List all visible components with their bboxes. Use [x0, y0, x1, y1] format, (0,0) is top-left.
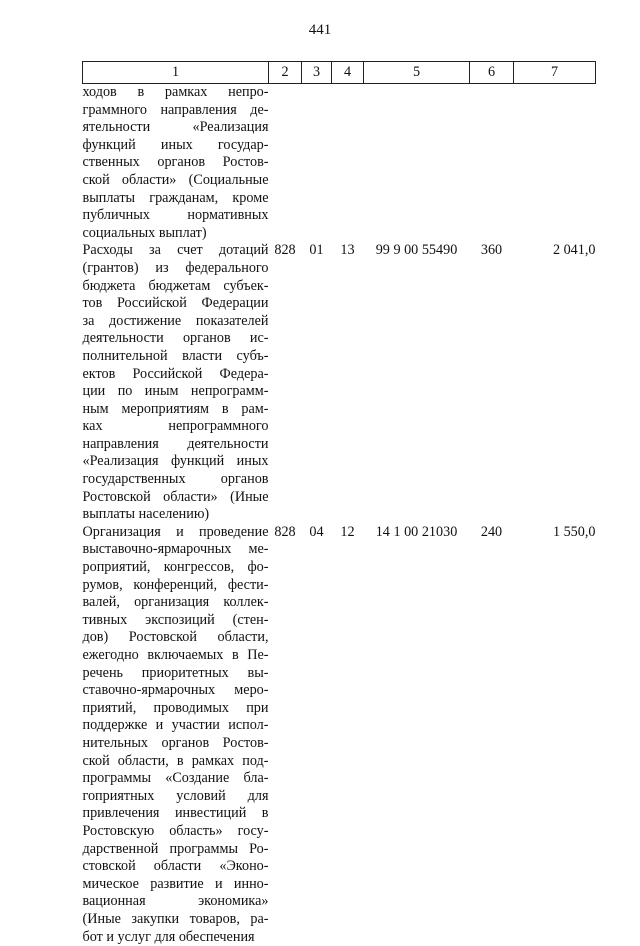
description-line: бюджета бюджетам субъек-: [83, 278, 269, 296]
description-line: ской области, в рамках под-: [83, 753, 269, 771]
description-line: Организация и проведение: [83, 524, 269, 542]
description-line: за достижение показателей: [83, 313, 269, 331]
description-line: ставочно-ярмарочных меро-: [83, 682, 269, 700]
description-line: функций иных государ-: [83, 137, 269, 155]
row-section-code: 01: [302, 242, 332, 524]
row-amount: [514, 84, 596, 243]
description-line: программы «Создание бла-: [83, 770, 269, 788]
description-line: румов, конференций, фести-: [83, 577, 269, 595]
row-expense-type: 240: [470, 524, 514, 946]
description-line: роприятий, конгрессов, фо-: [83, 559, 269, 577]
description-line: ным мероприятиям в рам-: [83, 401, 269, 419]
table-row: [83, 524, 596, 946]
row-target-article: 99 9 00 55490: [364, 242, 470, 524]
row-subsection-code: [332, 84, 364, 243]
description-line: тивных экспозиций (стен-: [83, 612, 269, 630]
description-line: ежегодно включаемых в Пе-: [83, 647, 269, 665]
description-line: вационная экономика»: [83, 893, 269, 911]
header-row: [83, 62, 596, 84]
col-header-4: 4: [332, 62, 364, 84]
row-expense-type: [470, 84, 514, 243]
row-ministry-code: [269, 84, 302, 243]
description-line: (грантов) из федерального: [83, 260, 269, 278]
page-number: 441: [0, 22, 640, 39]
col-header-5: 5: [364, 62, 470, 84]
row-ministry-code: 828: [269, 524, 302, 946]
description-line: бот и услуг для обеспечения: [83, 929, 269, 946]
description-line: дарственной программы Ро-: [83, 841, 269, 859]
description-line: ской области» (Социальные: [83, 172, 269, 190]
description-line: речень приоритетных вы-: [83, 665, 269, 683]
description-line: ходов в рамках непро-: [83, 84, 269, 102]
row-section-code: 04: [302, 524, 332, 946]
table-header: [83, 62, 596, 84]
col-header-3: 3: [302, 62, 332, 84]
row-subsection-code: 12: [332, 524, 364, 946]
description-line: мическое развитие и инно-: [83, 876, 269, 894]
description-line: ятельности «Реализация: [83, 119, 269, 137]
row-expense-type: 360: [470, 242, 514, 524]
row-ministry-code: 828: [269, 242, 302, 524]
description-line: тов Российской Федерации: [83, 295, 269, 313]
description-line: дов) Ростовской области,: [83, 629, 269, 647]
row-subsection-code: 13: [332, 242, 364, 524]
row-amount: 1 550,0: [514, 524, 596, 946]
description-line: государственных органов: [83, 471, 269, 489]
description-line: валей, организация коллек-: [83, 594, 269, 612]
col-header-2: 2: [269, 62, 302, 84]
description-line: ции по иным непрограмм-: [83, 383, 269, 401]
description-line: гоприятных условий для: [83, 788, 269, 806]
description-line: выплаты населению): [83, 506, 269, 524]
table-row: [83, 242, 596, 524]
description-line: «Реализация функций иных: [83, 453, 269, 471]
row-section-code: [302, 84, 332, 243]
description-line: деятельности органов ис-: [83, 330, 269, 348]
description-line: ственных органов Ростов-: [83, 154, 269, 172]
row-target-article: [364, 84, 470, 243]
table-row: [83, 84, 596, 243]
col-header-1: 1: [83, 62, 269, 84]
table-body: [83, 84, 596, 946]
row-target-article: 14 1 00 21030: [364, 524, 470, 946]
row-description: [83, 84, 269, 243]
budget-table: [82, 61, 596, 946]
description-line: направления деятельности: [83, 436, 269, 454]
row-description: [83, 242, 269, 524]
description-line: выставочно-ярмарочных ме-: [83, 541, 269, 559]
description-line: Ростовской области» (Иные: [83, 489, 269, 507]
description-line: привлечения инвестиций в: [83, 805, 269, 823]
description-line: приятий, проводимых при: [83, 700, 269, 718]
description-line: нительных органов Ростов-: [83, 735, 269, 753]
description-line: Расходы за счет дотаций: [83, 242, 269, 260]
description-line: Ростовскую область» госу-: [83, 823, 269, 841]
description-line: стовской области «Эконо-: [83, 858, 269, 876]
description-line: социальных выплат): [83, 225, 269, 243]
row-amount: 2 041,0: [514, 242, 596, 524]
row-description: [83, 524, 269, 946]
description-line: (Иные закупки товаров, ра-: [83, 911, 269, 929]
description-line: публичных нормативных: [83, 207, 269, 225]
description-line: поддержке и участии испол-: [83, 717, 269, 735]
description-line: ектов Российской Федера-: [83, 366, 269, 384]
col-header-7: 7: [514, 62, 596, 84]
description-line: граммного направления де-: [83, 102, 269, 120]
description-line: выплаты гражданам, кроме: [83, 190, 269, 208]
description-line: ках непрограммного: [83, 418, 269, 436]
col-header-6: 6: [470, 62, 514, 84]
description-line: полнительной власти субъ-: [83, 348, 269, 366]
